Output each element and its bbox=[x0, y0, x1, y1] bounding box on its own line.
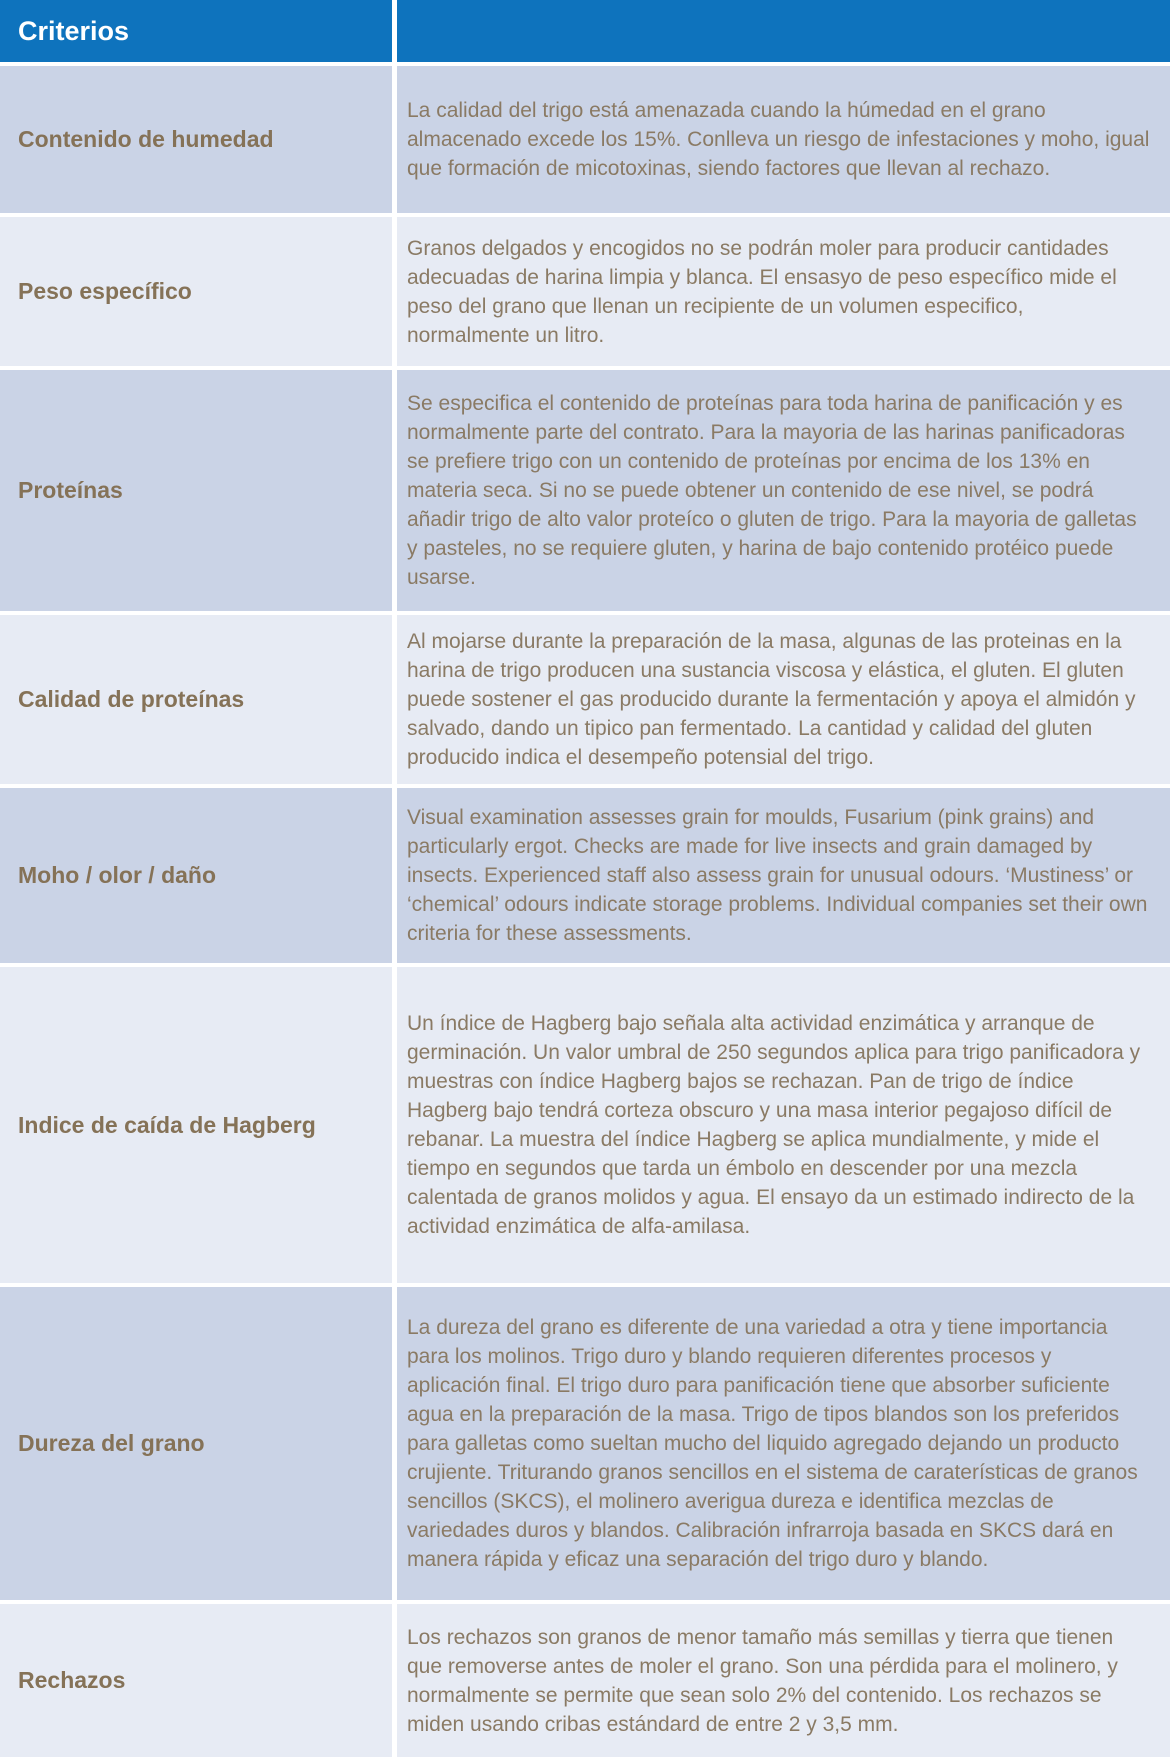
table-row bbox=[0, 217, 1170, 366]
header-criteria-label: Criterios bbox=[18, 15, 130, 46]
row-text: Visual examination assesses grain for moulds, Fusarium (pink grains) and particularly ergot. Checks are made for live insects and grain damaged by insects. Experienced staff also assess grain for unusual odours. ‘Mustiness’ or ‘chemical’ odours indicate storage problems. Individual companies set their own criteria for these assessments. bbox=[407, 806, 1148, 945]
row-label: Dureza del grano bbox=[18, 1430, 205, 1456]
criterion-description-cell bbox=[397, 1287, 1170, 1600]
table-header-row bbox=[0, 0, 1170, 62]
row-label: Peso específico bbox=[18, 278, 192, 304]
criterion-label-cell bbox=[0, 1287, 392, 1600]
table-row bbox=[0, 615, 1170, 784]
table-row bbox=[0, 788, 1170, 963]
criterion-label-cell bbox=[0, 788, 392, 963]
criterion-label-cell bbox=[0, 217, 392, 366]
criterion-label-cell bbox=[0, 615, 392, 784]
criterion-label-cell bbox=[0, 66, 392, 213]
criterion-label-cell bbox=[0, 1604, 392, 1757]
table-row bbox=[0, 967, 1170, 1283]
row-label: Moho / olor / daño bbox=[18, 862, 217, 888]
criterion-description-cell bbox=[397, 370, 1170, 611]
row-label: Rechazos bbox=[18, 1667, 126, 1693]
criterion-label-cell bbox=[0, 370, 392, 611]
row-label: Calidad de proteínas bbox=[18, 686, 245, 712]
criteria-table-body bbox=[0, 66, 1170, 1757]
row-text: Al mojarse durante la preparación de la masa, algunas de las proteinas en la harina de trigo producen una sustancia viscosa y elástica, el gluten. El gluten puede sostener el gas producido durante la fermentación y apoya el almidón y salvado, dando un tipico pan fermentado. La cantidad y calidad del gluten producido indica el desempeño potensial del trigo. bbox=[407, 630, 1136, 769]
table-row bbox=[0, 66, 1170, 213]
criterion-description-cell bbox=[397, 967, 1170, 1283]
table-row bbox=[0, 370, 1170, 611]
table-row bbox=[0, 1604, 1170, 1757]
row-text: Un índice de Hagberg bajo señala alta actividad enzimática y arranque de germinación. Un valor umbral de 250 segundos aplica para trigo panificadora y muestras con índice Hagberg bajos se rechazan. Pan de trigo de índice Hagberg bajo tendrá corteza obscuro y una masa interior pegajoso difícil de rebanar. La muestra del índice Hagberg se aplica mundialmente, y mide el tiempo en segundos que tarda un émbolo en descender por una mezcla calentada de granos molidos y agua. El ensayo da un estimado indirecto de la actividad enzimática de alfa-amilasa. bbox=[407, 1012, 1141, 1238]
criterion-description-cell bbox=[397, 1604, 1170, 1757]
table-row bbox=[0, 1287, 1170, 1600]
row-text: Los rechazos son granos de menor tamaño más semillas y tierra que tienen que removerse antes de moler el grano. Son una pérdida para el molinero, y normalmente se permite que sean solo 2% del contenido. Los rechazos se miden usando cribas estándard de entre 2 y 3,5 mm. bbox=[407, 1625, 1118, 1736]
criterion-description-cell bbox=[397, 66, 1170, 213]
criterion-label-cell bbox=[0, 967, 392, 1283]
criterion-description-cell bbox=[397, 788, 1170, 963]
criterion-description-cell bbox=[397, 217, 1170, 366]
header-cell-criteria bbox=[0, 0, 392, 62]
row-text: La dureza del grano es diferente de una variedad a otra y tiene importancia para los molinos. Trigo duro y blando requieren diferentes procesos y aplicación final. El trigo duro para panificación tiene que absorber suficiente agua en la preparación de la masa. Trigo de tipos blandos son los preferidos para galletas como sueltan mucho del liquido agregado dejando un producto crujiente. Triturando granos sencillos en el sistema de caraterísticas de granos sencillos (SKCS), el molinero averigua dureza e identifica mezclas de variedades duros y blandos. Calibración infrarroja basada en SKCS dará en manera rápida y eficaz una separación del trigo duro y blando. bbox=[407, 1316, 1138, 1571]
row-text: Granos delgados y encogidos no se podrán moler para producir cantidades adecuadas de harina limpia y blanca. El ensasyo de peso específico mide el peso del grano que llenan un recipiente de un volumen especifico, normalmente un litro. bbox=[407, 236, 1117, 347]
row-label: Contenido de humedad bbox=[18, 126, 274, 152]
criterion-description-cell bbox=[397, 615, 1170, 784]
row-text: Se especifica el contenido de proteínas para toda harina de panificación y es normalmente parte del contrato. Para la mayoria de las harinas panificadoras se prefiere trigo con un contenido de proteínas por encima de los 13% en materia seca. Si no se puede obtener un contenido de ese nivel, se podrá añadir trigo de alto valor proteíco o gluten de trigo. Para la mayoria de galletas y pasteles, no se requiere gluten, y harina de bajo contenido protéico puede usarse. bbox=[407, 392, 1137, 589]
row-text: La calidad del trigo está amenazada cuando la húmedad en el grano almacenado excede los 15%. Conlleva un riesgo de infestaciones y moho, igual que formación de micotoxinas, siendo factores que llevan al rechazo. bbox=[407, 99, 1150, 180]
header-cell-value bbox=[397, 0, 1170, 62]
row-label: Indice de caída de Hagberg bbox=[18, 1111, 316, 1138]
row-label: Proteínas bbox=[18, 477, 123, 503]
